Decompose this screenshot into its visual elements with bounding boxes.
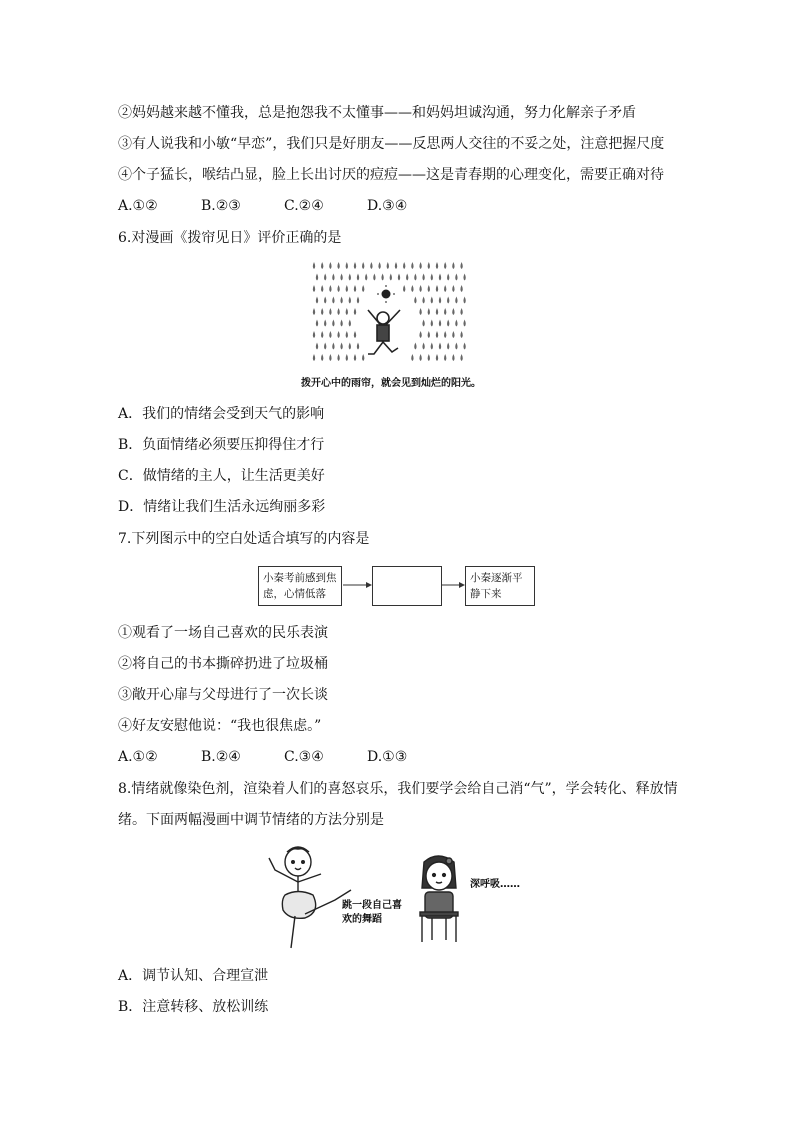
q7-item-3: ③敞开心扉与父母进行了一次长谈 xyxy=(118,687,328,703)
q5-option-b[interactable]: B.②③ xyxy=(201,198,241,214)
arrow-right-icon xyxy=(366,582,372,588)
cartoon-caption: 拨开心中的雨帘，就会见到灿烂的阳光。 xyxy=(301,378,481,389)
q8-option-b[interactable]: B．注意转移、放松训练 xyxy=(118,999,269,1015)
flow-arrows xyxy=(342,578,466,592)
q5-item-3: ③有人说我和小敏“早恋”，我们只是好朋友——反思两人交往的不妥之处，注意把握尺度 xyxy=(118,136,665,152)
rain-curtain-cartoon xyxy=(310,258,466,370)
q8-option-a[interactable]: A．调节认知、合理宣泄 xyxy=(118,968,269,984)
q5-option-d[interactable]: D.③④ xyxy=(367,198,408,214)
q7-option-b[interactable]: B.②④ xyxy=(201,749,241,765)
flow-start-box: 小秦考前感到焦虑，心情低落 xyxy=(258,566,342,606)
raindrops xyxy=(313,262,466,361)
q7-option-c[interactable]: C.③④ xyxy=(284,749,324,765)
q5-option-a[interactable]: A.①② xyxy=(118,198,158,214)
flow-end-box: 小秦逐渐平静下来 xyxy=(465,566,535,606)
breath-label: 深呼吸…… xyxy=(470,879,520,890)
q6-option-b[interactable]: B．负面情绪必须要压抑得住才行 xyxy=(118,437,325,453)
arrow-right-icon xyxy=(459,582,465,588)
q5-option-c[interactable]: C.②④ xyxy=(284,198,324,214)
person-figure xyxy=(368,310,400,354)
q7-item-2: ②将自己的书本撕碎扔进了垃圾桶 xyxy=(118,656,328,672)
sun-icon xyxy=(382,290,391,299)
dance-label: 跳一段自己喜欢的舞蹈 xyxy=(342,900,402,925)
q7-item-1: ①观看了一场自己喜欢的民乐表演 xyxy=(118,625,328,641)
q8-stem-line-2: 绪。下面两幅漫画中调节情绪的方法分别是 xyxy=(118,812,384,828)
q8-stem-line-1: 8.情绪就像染色剂，渲染着人们的喜怒哀乐，我们要学会给自己消“气”，学会转化、释放情 xyxy=(118,781,678,797)
q5-item-2: ②妈妈越来越不懂我，总是抱怨我不太懂事——和妈妈坦诚沟通，努力化解亲子矛盾 xyxy=(118,105,636,121)
q7-option-a[interactable]: A.①② xyxy=(118,749,158,765)
q6-option-c[interactable]: C．做情绪的主人，让生活更美好 xyxy=(118,468,325,484)
q6-option-a[interactable]: A．我们的情绪会受到天气的影响 xyxy=(118,406,325,422)
q5-options xyxy=(118,196,450,216)
q5-item-4: ④个子猛长，喉结凸显，脸上长出讨厌的痘痘——这是青春期的心理变化，需要正确对待 xyxy=(118,167,664,183)
q7-option-d[interactable]: D.①③ xyxy=(367,749,408,765)
q6-option-d[interactable]: D．情绪让我们生活永远绚丽多彩 xyxy=(118,499,326,515)
breathing-girl-cartoon xyxy=(410,852,474,947)
q7-item-4: ④好友安慰他说：“我也很焦虑。” xyxy=(118,718,322,734)
dancer-cartoon xyxy=(265,840,375,955)
q7-stem: 7.下列图示中的空白处适合填写的内容是 xyxy=(118,531,370,547)
q7-options xyxy=(118,747,450,767)
q6-stem: 6.对漫画《拨帘见日》评价正确的是 xyxy=(118,230,342,246)
